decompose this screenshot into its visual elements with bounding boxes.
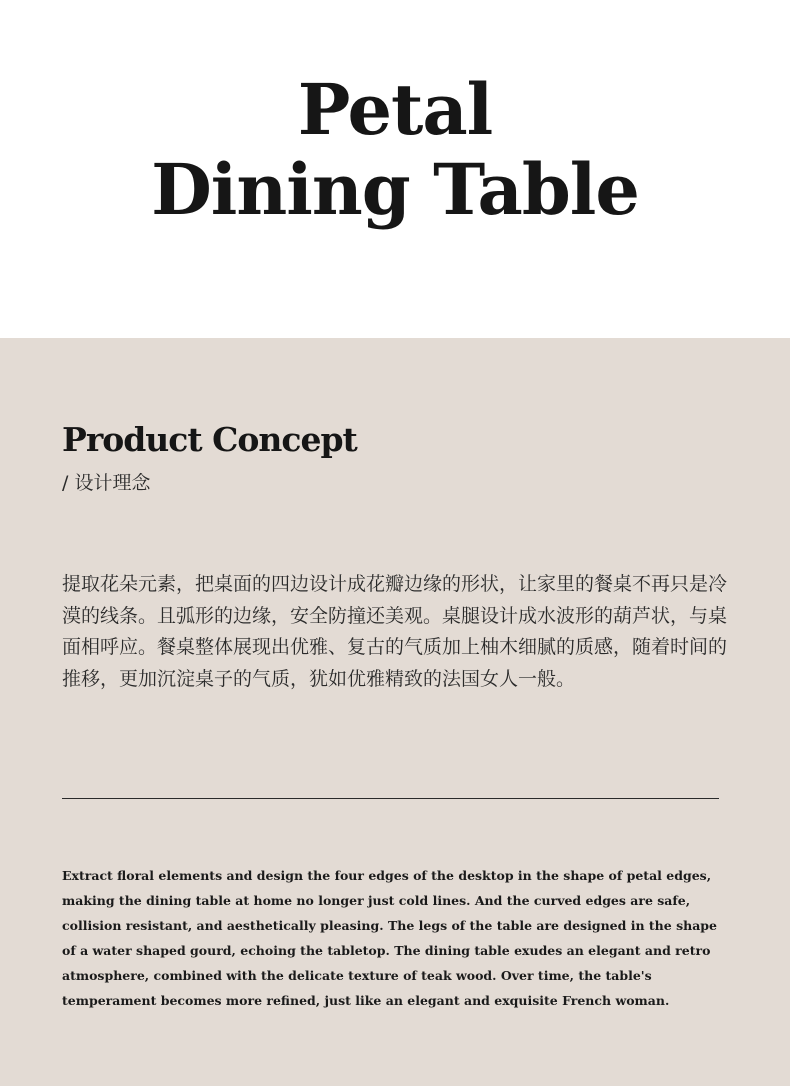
hero-section [0, 0, 790, 338]
english-description: Extract floral elements and design the four edges of the desktop in the shape of petal edges, making the dining table at home no longer just cold lines. And the curved edges are safe, collision resistant, and aesthetically pleasing. The legs of the table are designed in the shape of a water shaped gourd, echoing the tabletop. The dining table exudes an elegant and retro atmosphere, combined with the delicate texture of teak wood. Over time, the table's temperament becomes more refined, just like an elegant and exquisite French woman. [62, 868, 717, 1008]
section-subtitle: / 设计理念 [62, 472, 151, 494]
product-title [0, 70, 790, 230]
product-title-line-1: Petal [297, 68, 493, 151]
concept-section [0, 338, 790, 1086]
chinese-description: 提取花朵元素，把桌面的四边设计成花瓣边缘的形状，让家里的餐桌不再只是冷漠的线条。且弧形的边缘，安全防撞还美观。桌腿设计成水波形的葫芦状，与桌面相呼应。餐桌整体展现出优雅、复古的气质加上柚木细腻的质感，随着时间的推移，更加沉淀桌子的气质，犹如优雅精致的法国女人一般。 [62, 573, 728, 690]
product-title-line-2: Dining Table [151, 148, 639, 231]
section-title: Product Concept [62, 420, 357, 459]
divider [62, 798, 719, 799]
